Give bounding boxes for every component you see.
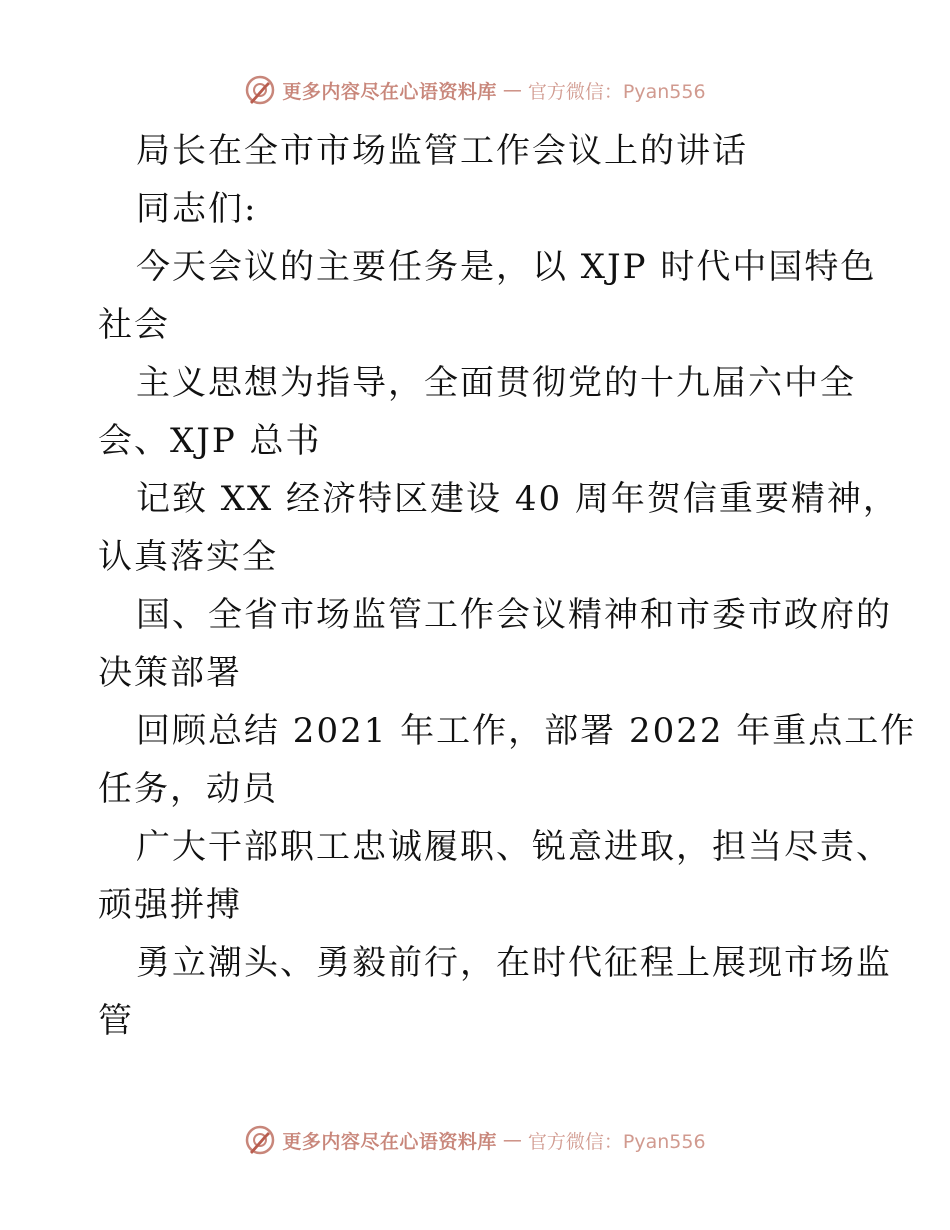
doc-line: 顽强拼搏 bbox=[98, 885, 242, 925]
watermark-contact: 官方微信：Pyan556 bbox=[527, 1130, 706, 1153]
doc-line-salutation: 同志们: bbox=[136, 189, 258, 229]
watermark-text: 更多内容尽在心语资料库 bbox=[282, 1130, 497, 1153]
watermark-separator: — bbox=[502, 79, 522, 101]
watermark-contact: 官方微信：Pyan556 bbox=[527, 80, 706, 103]
doc-line: 主义思想为指导，全面贯彻党的十九届六中全 bbox=[136, 363, 856, 403]
doc-line: 任务，动员 bbox=[98, 769, 278, 809]
doc-line: 管 bbox=[98, 1001, 134, 1041]
pen-logo-icon bbox=[244, 1124, 276, 1156]
doc-line: 社会 bbox=[98, 305, 170, 345]
watermark-separator: — bbox=[502, 1129, 522, 1151]
doc-line: 广大干部职工忠诚履职、锐意进取，担当尽责、 bbox=[136, 827, 892, 867]
doc-line: 勇立潮头、勇毅前行，在时代征程上展现市场监 bbox=[136, 943, 892, 983]
header-watermark bbox=[0, 70, 950, 110]
doc-line-title: 局长在全市市场监管工作会议上的讲话 bbox=[136, 131, 748, 171]
doc-line: 会、XJP 总书 bbox=[98, 421, 322, 461]
doc-line: 回顾总结 2021 年工作，部署 2022 年重点工作 bbox=[136, 711, 917, 751]
doc-line: 记致 XX 经济特区建设 40 周年贺信重要精神， bbox=[136, 479, 899, 519]
watermark-text: 更多内容尽在心语资料库 bbox=[282, 80, 497, 103]
doc-line: 国、全省市场监管工作会议精神和市委市政府的 bbox=[136, 595, 892, 635]
document-body bbox=[98, 122, 917, 1050]
footer-watermark bbox=[0, 1120, 950, 1160]
doc-line: 决策部署 bbox=[98, 653, 242, 693]
doc-line: 今天会议的主要任务是，以 XJP 时代中国特色 bbox=[136, 247, 877, 287]
doc-line: 认真落实全 bbox=[98, 537, 278, 577]
pen-logo-icon bbox=[244, 74, 276, 106]
